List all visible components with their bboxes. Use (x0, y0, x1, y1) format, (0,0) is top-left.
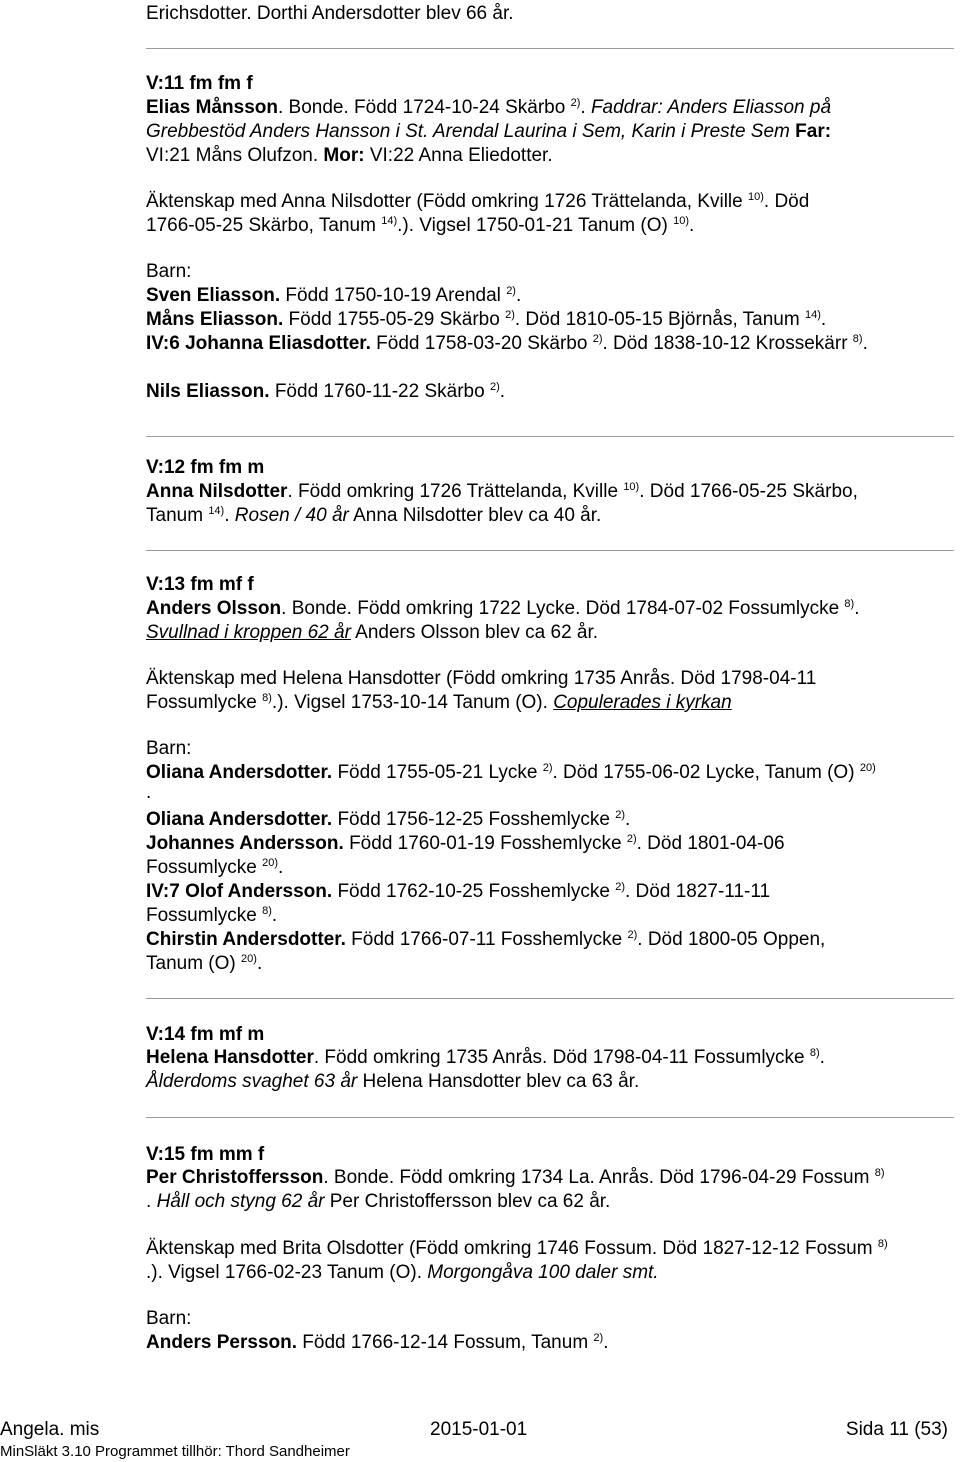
marriage-line: Äktenskap med Helena Hansdotter (Född omkring 1735 Anrås. Död 1798-04-11 (146, 668, 817, 689)
child-entry: Måns Eliasson. Född 1755-05-29 Skärbo $^{2)}$. Död 1810-05-15 Björnås, Tanum $^{14)}$. (146, 309, 827, 330)
marriage-line: Äktenskap med Anna Nilsdotter (Född omkring 1726 Trättelanda, Kville $^{10)}$. Död (146, 191, 810, 212)
child-entry: Nils Eliasson. Född 1760-11-22 Skärbo $^{2)}$. (146, 381, 506, 402)
children-label: Barn: (146, 738, 192, 759)
child-entry: IV:7 Olof Andersson. Född 1762-10-25 Fosshemlycke $^{2)}$. Död 1827-11-11 (146, 881, 771, 902)
footer-filename: Angela. mis (0, 1419, 100, 1440)
section-divider (146, 436, 954, 437)
section-divider (146, 1117, 954, 1118)
person-line: Tanum $^{14)}$. Rosen / 40 år Anna Nilsdotter blev ca 40 år. (146, 505, 602, 526)
person-line: Per Christoffersson. Bonde. Född omkring 1734 La. Anrås. Död 1796-04-29 Fossum $^{8)}$ (146, 1167, 885, 1188)
person-line: Helena Hansdotter. Född omkring 1735 Anrås. Död 1798-04-11 Fossumlycke $^{8)}$. (146, 1047, 825, 1068)
child-entry: Anders Persson. Född 1766-12-14 Fossum, Tanum $^{2)}$. (146, 1332, 609, 1353)
section-heading: V:13 fm mf f (146, 574, 254, 595)
section-divider (146, 48, 954, 49)
child-entry-continuation: Fossumlycke $^{8)}$. (146, 905, 278, 926)
parents-line: VI:21 Måns Olufzon. Mor: VI:22 Anna Eliedotter. (146, 145, 553, 166)
child-entry: Chirstin Andersdotter. Född 1766-07-11 Fosshemlycke $^{2)}$. Död 1800-05 Oppen, (146, 929, 826, 950)
continuation-line: Erichsdotter. Dorthi Andersdotter blev 66 år. (146, 3, 514, 24)
child-entry-continuation: . (146, 782, 152, 803)
child-entry: Oliana Andersdotter. Född 1756-12-25 Fosshemlycke $^{2)}$. (146, 809, 631, 830)
person-note-line: Grebbestöd Anders Hansson i St. Arendal Laurina i Sem, Karin i Preste Sem Far: (146, 121, 832, 142)
person-name: Per Christoffersson (146, 1167, 324, 1188)
person-line: Anders Olsson. Bonde. Född omkring 1722 Lycke. Död 1784-07-02 Fossumlycke $^{8)}$. (146, 598, 860, 619)
person-name: Anna Nilsdotter (146, 481, 288, 502)
children-label: Barn: (146, 1308, 192, 1329)
person-line: Elias Månsson. Bonde. Född 1724-10-24 Skärbo $^{2)}$. Faddrar: Anders Eliasson på (146, 97, 832, 118)
section-divider (146, 550, 954, 551)
person-line: Anna Nilsdotter. Född omkring 1726 Trättelanda, Kville $^{10)}$. Död 1766-05-25 Skärbo, (146, 481, 858, 502)
marriage-line: 1766-05-25 Skärbo, Tanum $^{14)}$.). Vigsel 1750-01-21 Tanum (O) $^{10)}$. (146, 215, 695, 236)
footer-program-info: MinSläkt 3.10 Programmet tillhör: Thord Sandheimer (0, 1443, 350, 1460)
person-note-line: . Håll och styng 62 år Per Christoffersson blev ca 62 år. (146, 1191, 611, 1212)
children-label: Barn: (146, 261, 192, 282)
person-name: Anders Olsson (146, 598, 282, 619)
child-entry: Sven Eliasson. Född 1750-10-19 Arendal $^{2)}$. (146, 285, 522, 306)
footer-date: 2015-01-01 (430, 1419, 528, 1440)
person-name: Elias Månsson (146, 97, 278, 118)
child-entry: IV:6 Johanna Eliasdotter. Född 1758-03-20 Skärbo $^{2)}$. Död 1838-10-12 Krossekärr $^{8)}$. (146, 333, 868, 354)
marriage-line: Fossumlycke $^{8)}$.). Vigsel 1753-10-14 Tanum (O). Copulerades i kyrkan (146, 692, 732, 713)
father-label: Far: (795, 121, 832, 142)
child-entry-continuation: Fossumlycke $^{20)}$. (146, 857, 284, 878)
section-divider (146, 998, 954, 999)
page-footer (0, 1412, 960, 1462)
section-heading: V:12 fm fm m (146, 457, 265, 478)
person-note-line: Ålderdoms svaghet 63 år Helena Hansdotter blev ca 63 år. (146, 1071, 640, 1092)
marriage-line: Äktenskap med Brita Olsdotter (Född omkring 1746 Fossum. Död 1827-12-12 Fossum $^{8)}$ (146, 1238, 888, 1259)
footer-page-number: Sida 11 (53) (845, 1419, 948, 1440)
mother-label: Mor: (323, 145, 365, 166)
section-heading: V:11 fm fm f (146, 73, 253, 94)
person-name: Helena Hansdotter (146, 1047, 314, 1068)
section-heading: V:14 fm mf m (146, 1024, 265, 1045)
child-entry: Johannes Andersson. Född 1760-01-19 Fosshemlycke $^{2)}$. Död 1801-04-06 (146, 833, 785, 854)
person-note-line: Svullnad i kroppen 62 år Anders Olsson blev ca 62 år. (146, 622, 599, 643)
section-heading: V:15 fm mm f (146, 1144, 265, 1165)
child-entry-continuation: Tanum (O) $^{20)}$. (146, 953, 263, 974)
marriage-line: .). Vigsel 1766-02-23 Tanum (O). Morgongåva 100 daler smt. (146, 1262, 659, 1283)
child-entry: Oliana Andersdotter. Född 1755-05-21 Lycke $^{2)}$. Död 1755-06-02 Lycke, Tanum (O) $^{20)}$ (146, 762, 876, 783)
